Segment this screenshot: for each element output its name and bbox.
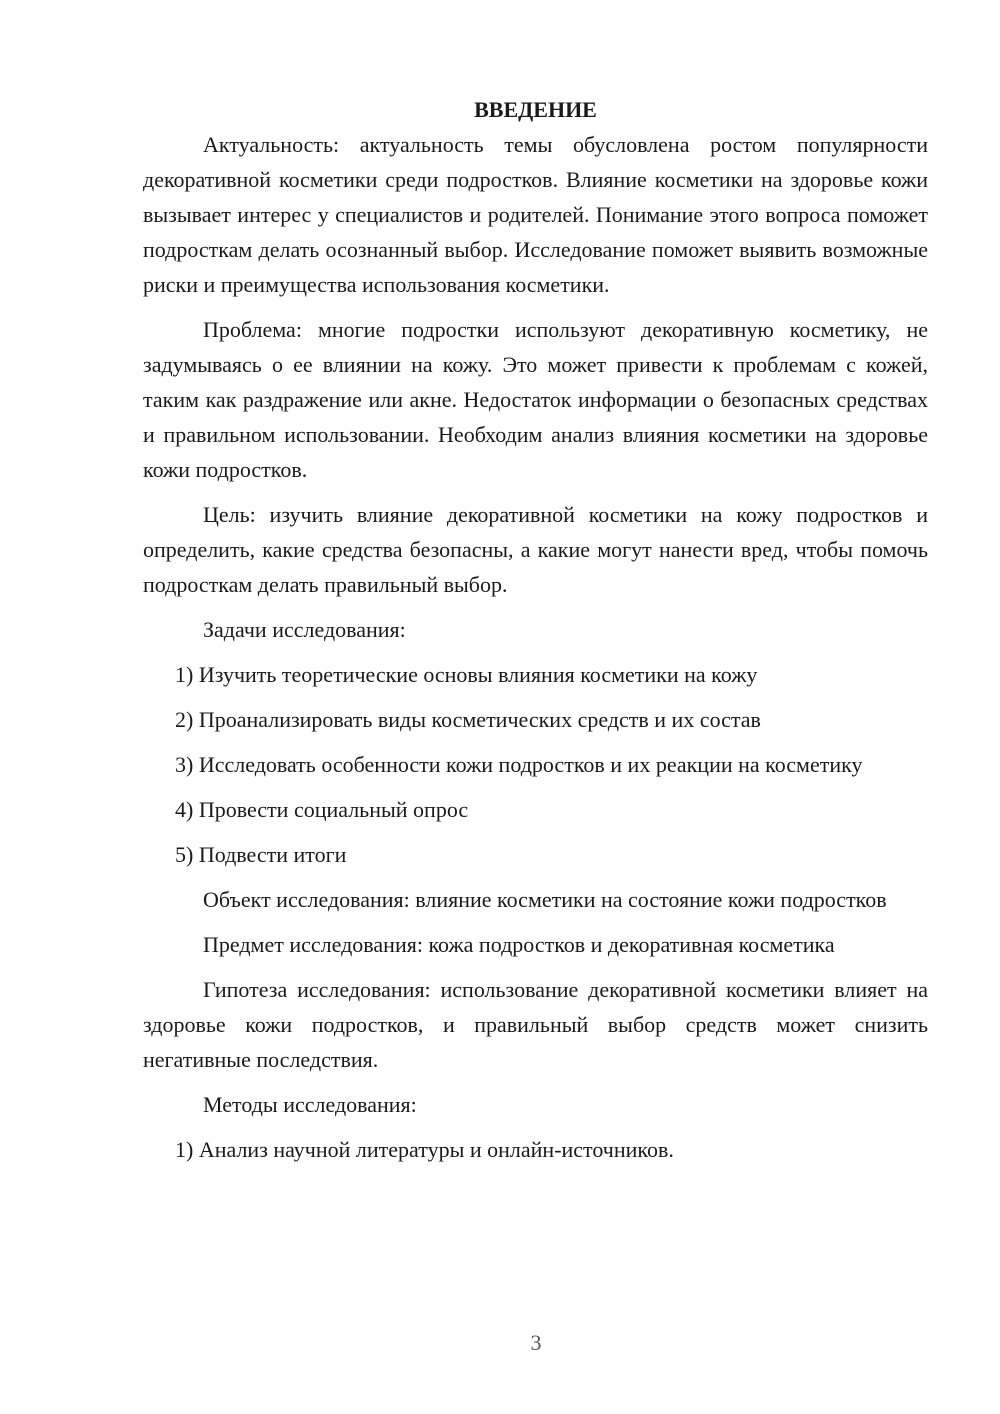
task-item-1: 1) Изучить теоретические основы влияния косметики на кожу <box>175 662 758 687</box>
relevance-paragraph: Актуальность: актуальность темы обусловлена ростом популярности декоративной косметики среди подростков. Влияние косметики на здоровье кожи вызывает интерес у специалистов и родителей. Понимание этого вопроса поможет подросткам делать осознанный выбор. Исследование поможет выявить возможные риски и преимущества использования косметики. <box>143 132 928 297</box>
goal-paragraph: Цель: изучить влияние декоративной косметики на кожу подростков и определить, какие средства безопасны, а какие могут нанести вред, чтобы помочь подросткам делать правильный выбор. <box>143 502 928 597</box>
hypothesis-paragraph: Гипотеза исследования: использование декоративной косметики влияет на здоровье кожи подростков, и правильный выбор средств может снизить негативные последствия. <box>143 977 928 1072</box>
task-item-2: 2) Проанализировать виды косметических средств и их состав <box>175 707 761 732</box>
document-page <box>143 92 928 1177</box>
task-item-4: 4) Провести социальный опрос <box>175 797 469 822</box>
methods-label: Методы исследования: <box>203 1092 417 1117</box>
subject-paragraph: Предмет исследования: кожа подростков и декоративная косметика <box>203 932 835 957</box>
task-item-3: 3) Исследовать особенности кожи подростков и их реакции на косметику <box>175 752 863 777</box>
object-paragraph: Объект исследования: влияние косметики на состояние кожи подростков <box>203 887 887 912</box>
page-number: 3 <box>530 1330 542 1355</box>
tasks-label: Задачи исследования: <box>203 617 406 642</box>
method-item-1: 1) Анализ научной литературы и онлайн-источников. <box>175 1137 674 1162</box>
task-item-5: 5) Подвести итоги <box>175 842 347 867</box>
problem-paragraph: Проблема: многие подростки используют декоративную косметику, не задумываясь о ее влиянии на кожу. Это может привести к проблемам с кожей, таким как раздражение или акне. Недостаток информации о безопасных средствах и правильном использовании. Необходим анализ влияния косметики на здоровье кожи подростков. <box>143 317 928 482</box>
page-title: ВВЕДЕНИЕ <box>474 97 597 122</box>
